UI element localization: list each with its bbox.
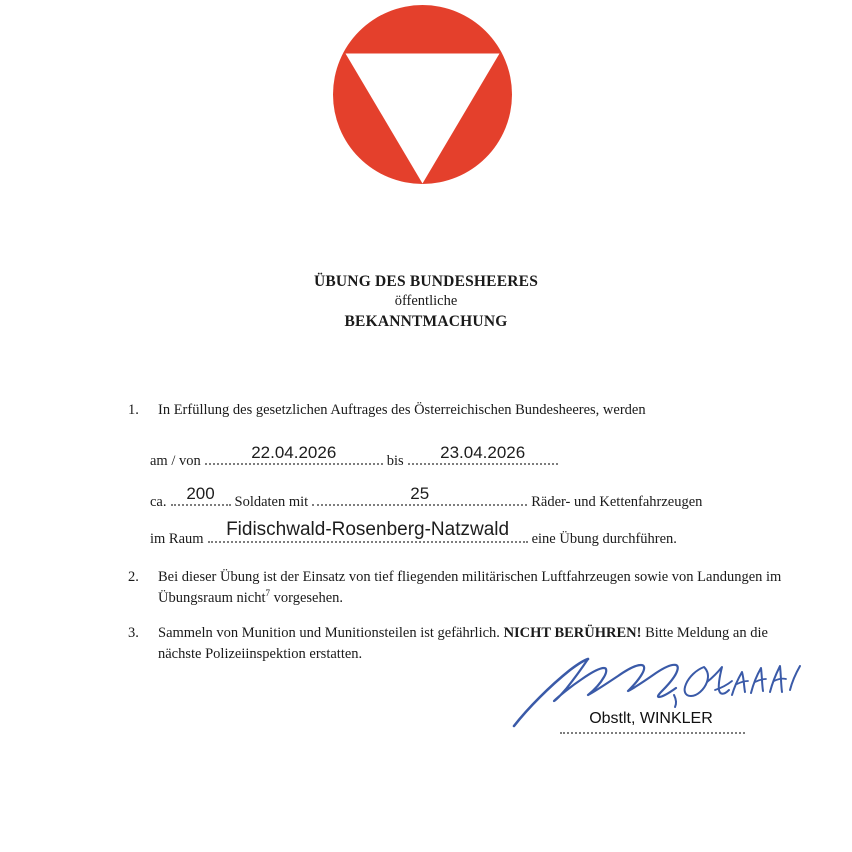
clause-3-text-before: Sammeln von Munition und Munitionsteilen ist gefährlich. bbox=[158, 625, 504, 641]
heading-line-3: BEKANNTMACHUNG bbox=[344, 312, 508, 330]
soldiers-value: 200 bbox=[186, 484, 215, 504]
clause-1 bbox=[128, 400, 768, 421]
soldiers-field[interactable] bbox=[171, 484, 231, 506]
approx-label: ca. bbox=[150, 494, 167, 511]
dates-row bbox=[150, 443, 562, 470]
vehicles-label: Räder- und Kettenfahrzeugen bbox=[531, 494, 703, 511]
vehicles-value: 25 bbox=[410, 484, 430, 504]
signature-rule bbox=[560, 732, 745, 734]
area-suffix: eine Übung durchführen. bbox=[531, 531, 677, 548]
clause-2-number: 2. bbox=[128, 569, 139, 585]
clause-1-text: In Erfüllung des gesetzlichen Auftrages des Österreichischen Bundesheeres, werden bbox=[158, 402, 646, 418]
clause-2-footnote-marker: 7 bbox=[265, 587, 271, 598]
date-from-label: am / von bbox=[150, 453, 201, 470]
clause-3-text-after: Bitte Meldung an die nächste Polizeiinspektion erstatten. bbox=[158, 625, 768, 662]
heading-line-2: öffentliche bbox=[394, 293, 458, 310]
clause-1-number: 1. bbox=[128, 402, 139, 418]
signature-block bbox=[508, 648, 808, 758]
area-field[interactable] bbox=[208, 519, 528, 543]
date-to-value: 23.04.2026 bbox=[440, 443, 526, 463]
date-to-label: bis bbox=[386, 453, 404, 470]
clause-3-warning: NICHT BERÜHREN! bbox=[503, 625, 642, 641]
date-from-field[interactable] bbox=[205, 443, 383, 465]
clause-3-number: 3. bbox=[128, 625, 139, 641]
clause-2 bbox=[128, 567, 788, 608]
austrian-bundesheer-roundel-icon bbox=[333, 5, 512, 184]
signatory-name: Obstlt, WINKLER bbox=[589, 710, 713, 727]
vehicles-field[interactable] bbox=[312, 484, 527, 506]
area-label: im Raum bbox=[150, 531, 204, 548]
clause-2-text bbox=[158, 567, 788, 608]
area-value: Fidischwald-Rosenberg-Natzwald bbox=[226, 519, 510, 541]
heading-line-1: ÜBUNG DES BUNDESHEERES bbox=[313, 273, 539, 290]
document-heading bbox=[0, 272, 852, 332]
area-row bbox=[150, 519, 677, 548]
date-to-field[interactable] bbox=[408, 443, 558, 465]
clause-2-text-before: Bei dieser Übung ist der Einsatz von tief fliegenden militärischen Luftfahrzeugen sowie von Landungen im Übungsraum nicht bbox=[158, 569, 782, 606]
clause-2-text-after: vorgesehen. bbox=[270, 589, 344, 606]
troops-row bbox=[150, 484, 703, 511]
date-from-value: 22.04.2026 bbox=[251, 443, 337, 463]
soldiers-label: Soldaten mit bbox=[234, 494, 309, 511]
